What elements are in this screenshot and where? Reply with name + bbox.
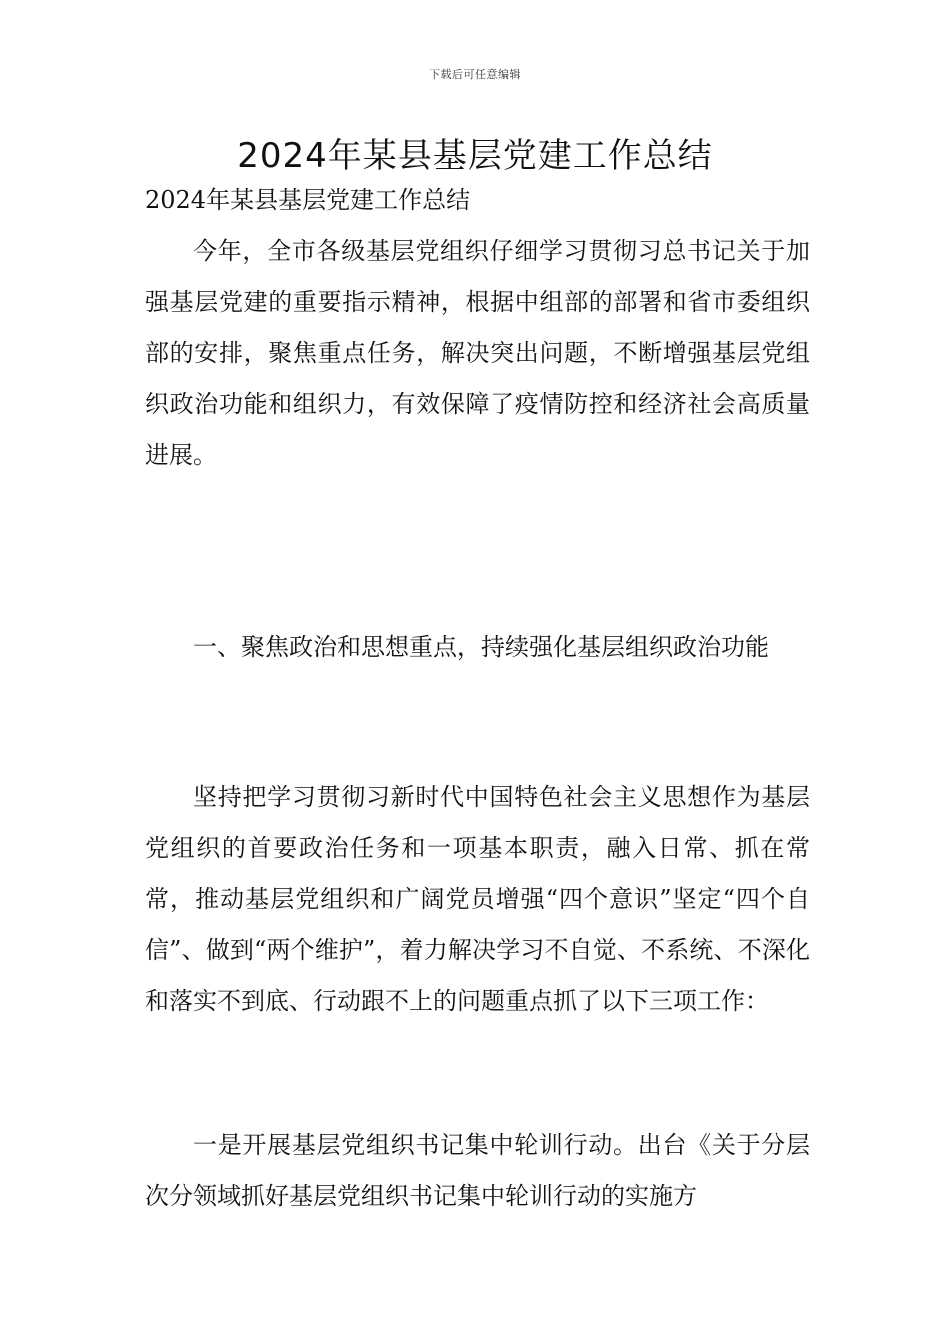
section-heading: 一、聚焦政治和思想重点，持续强化基层组织政治功能 xyxy=(193,633,769,661)
intro-paragraph: 今年，全市各级基层党组织仔细学习贯彻习总书记关于加强基层党建的重要指示精神，根据中组部的部署和省市委组织部的安排，聚焦重点任务，解决突出问题，不断增强基层党组织政治功能和组织力，有效保障了疫情防控和经济社会高质量进展。 xyxy=(145,237,810,469)
section-body-paragraph: 坚持把学习贯彻习新时代中国特色社会主义思想作为基层党组织的首要政治任务和一项基本职责，融入日常、抓在常常，推动基层党组织和广阔党员增强“四个意识”坚定“四个自信”、做到“两个维护”，着力解决学习不自觉、不系统、不深化和落实不到底、行动跟不上的问题重点抓了以下三项工作： xyxy=(145,783,810,1015)
document-title: 2024年某县基层党建工作总结 xyxy=(237,136,713,176)
header-note: 下载后可任意编辑 xyxy=(429,68,521,81)
item-one-paragraph: 一是开展基层党组织书记集中轮训行动。出台《关于分层次分领域抓好基层党组织书记集中轮训行动的实施方 xyxy=(145,1131,810,1210)
document-subtitle: 2024年某县基层党建工作总结 xyxy=(145,186,471,214)
